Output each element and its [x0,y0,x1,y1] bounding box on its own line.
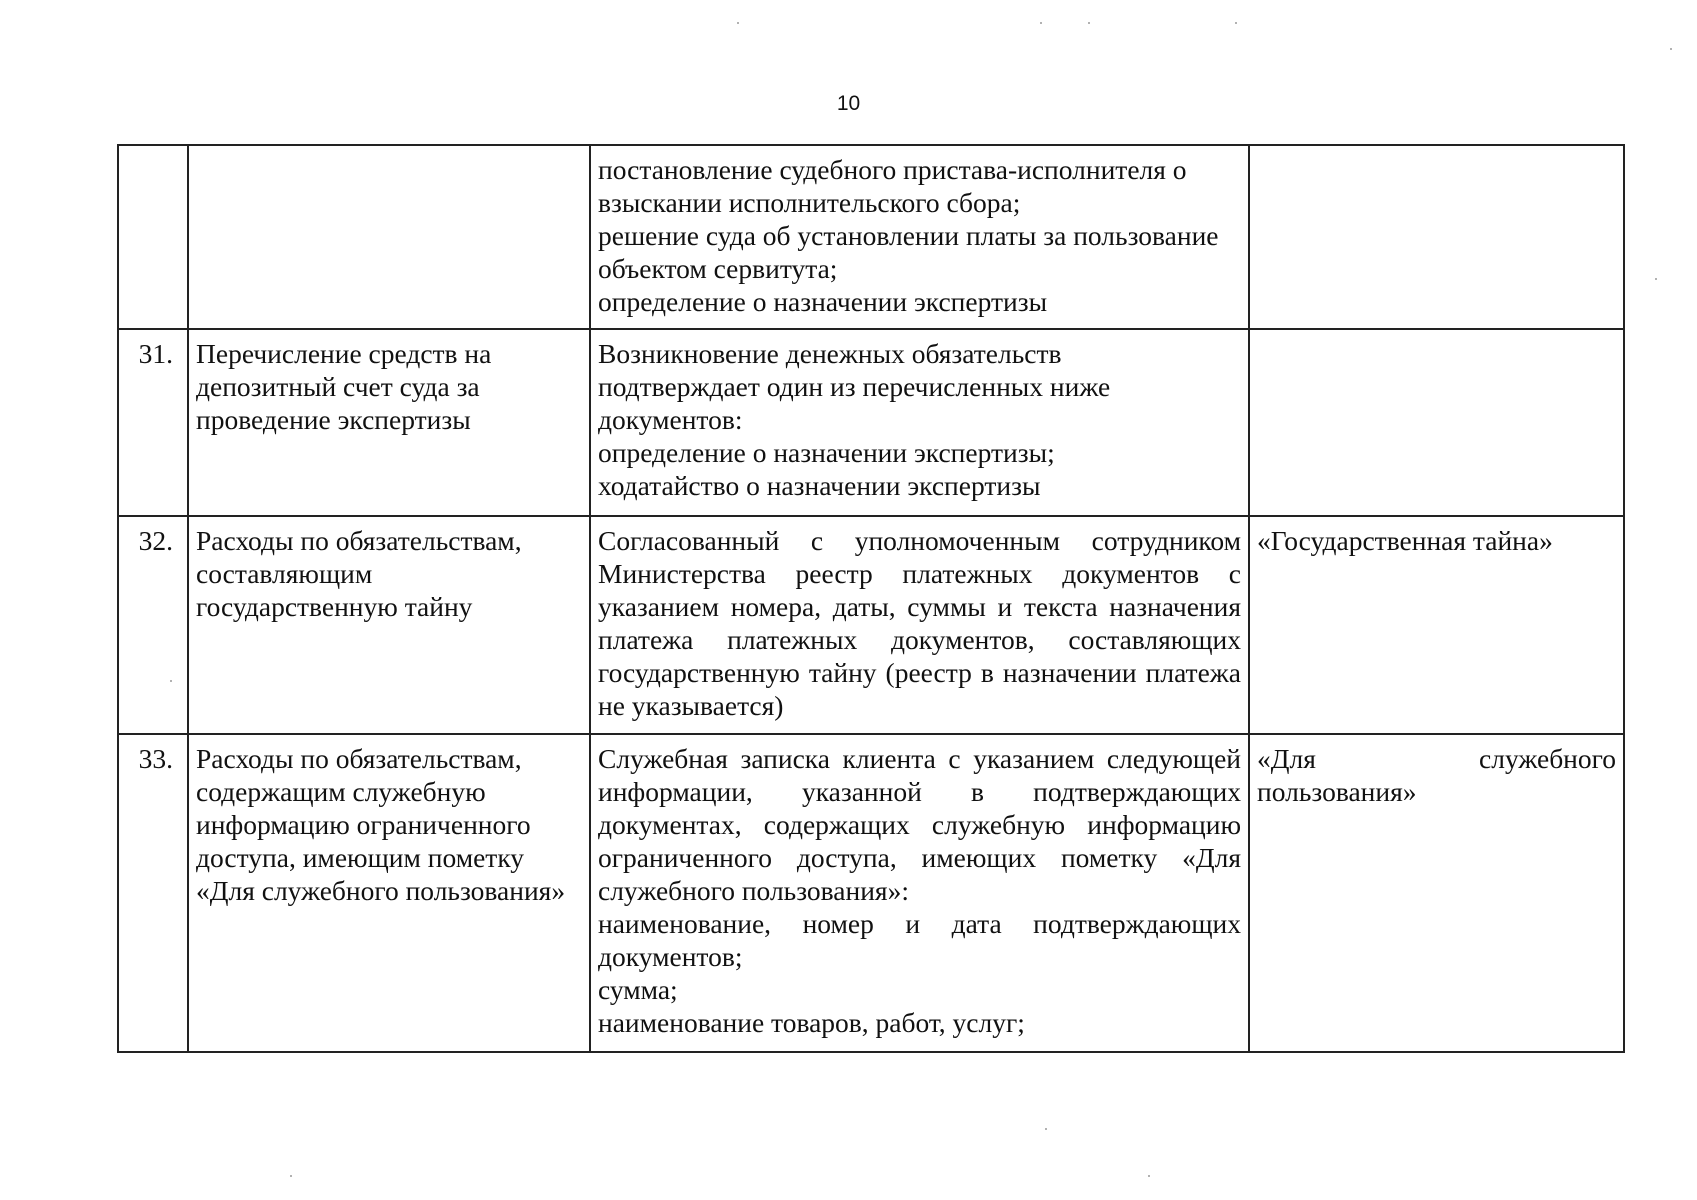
expense-name-line: проведение экспертизы [196,404,471,435]
expense-name-cell [188,145,590,329]
expense-name-cell [188,734,590,1052]
documents-cell: Согласованный с уполномоченным сотрудником Министерства реестр платежных документов с указанием номера, даты, суммы и текста назначения платежа платежных документов, составляющих государственную тайну (реестр в назначении платежа не указывается) [590,516,1249,734]
documents-cell [590,734,1249,1052]
document-line: взыскании исполнительского сбора; [598,187,1021,218]
expense-name-line: Расходы по обязательствам, [196,525,522,556]
document-paragraph: сумма; [598,974,678,1005]
expense-name-line: доступа, имеющим пометку [196,842,525,873]
note-first-line [1257,742,1616,775]
row-number-cell [118,145,188,329]
scan-speck [1040,22,1042,24]
documents-cell [590,145,1249,329]
document-line: постановление судебного пристава-исполнителя о [598,154,1187,185]
expense-name-line: Перечисление средств на [196,338,492,369]
expense-name-cell [188,516,590,734]
expense-name-line: Расходы по обязательствам, [196,743,522,774]
document-table [117,144,1625,1053]
expense-name-cell [188,329,590,516]
page-number: 10 [836,92,861,115]
expense-name-line: «Для служебного пользования» [196,875,566,906]
document-line: ходатайство о назначении экспертизы [598,470,1041,501]
document-line: определение о назначении экспертизы [598,286,1048,317]
document-line: Возникновение денежных обязательств [598,338,1062,369]
note-cell [1249,145,1624,329]
note-word: служебного [1479,743,1616,774]
document-line: решение суда об установлении платы за пользование [598,220,1219,251]
scan-speck [737,22,739,24]
document-paragraph: наименование товаров, работ, услуг; [598,1007,1025,1038]
document-line: объектом сервитута; [598,253,838,284]
expense-name-line: информацию ограниченного [196,809,531,840]
row-number-cell: 32. [118,516,188,734]
document-line: определение о назначении экспертизы; [598,437,1055,468]
scan-speck [1088,22,1090,24]
table-row [118,734,1624,1052]
document-paragraph: наименование, номер и дата подтверждающих документов; [598,908,1241,972]
expense-name-line: содержащим служебную [196,776,486,807]
scan-speck [170,680,172,682]
expense-name-line: депозитный счет суда за [196,371,480,402]
row-number-cell: 33. [118,734,188,1052]
note-cell: «Государственная тайна» [1249,516,1624,734]
note-second-line: пользования» [1257,776,1417,807]
documents-cell [590,329,1249,516]
note-cell [1249,329,1624,516]
scan-speck [1045,1128,1047,1130]
document-line: подтверждает один из перечисленных ниже [598,371,1111,402]
table-row [118,329,1624,516]
table-row [118,516,1624,734]
note-word: «Для [1257,743,1316,774]
scan-speck [1670,48,1672,50]
scan-speck [290,1175,292,1177]
table-row [118,145,1624,329]
scan-speck [1235,22,1237,24]
document-line: документов: [598,404,743,435]
expense-name-line: составляющим [196,558,373,589]
document-paragraph: Служебная записка клиента с указанием следующей информации, указанной в подтверждающих документах, содержащих служебную информацию ограниченного доступа, имеющих пометку «Для служебного пользования»: [598,743,1241,906]
scan-speck [1655,278,1657,280]
note-cell [1249,734,1624,1052]
scan-speck [1148,1175,1150,1177]
row-number-cell: 31. [118,329,188,516]
expense-name-line: государственную тайну [196,591,473,622]
